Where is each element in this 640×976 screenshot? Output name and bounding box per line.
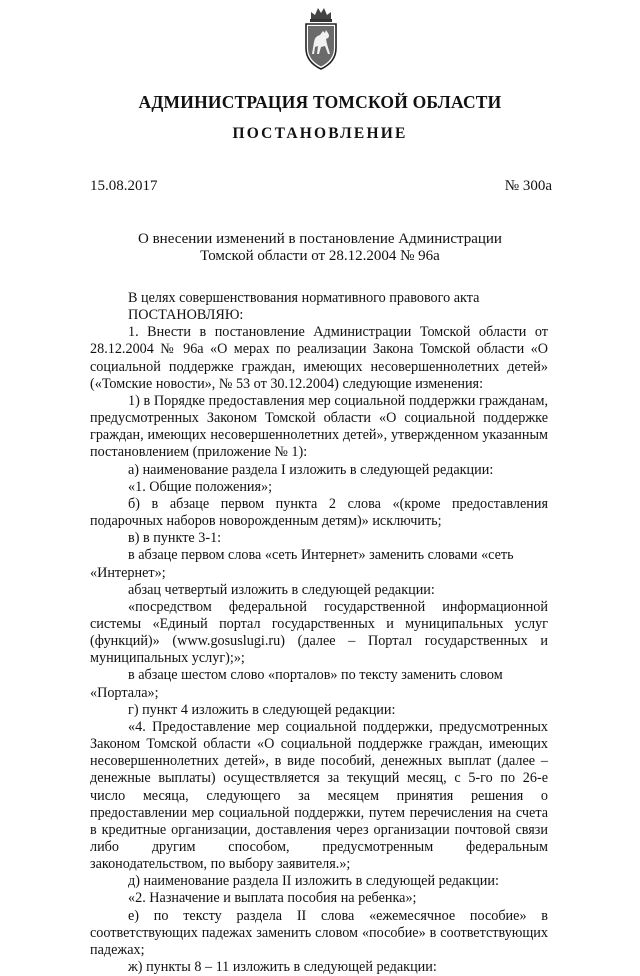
paragraph: «посредством федеральной государственной информационной системы «Единый портал государственных и муниципальных услуг (функций)» (www.gosuslugi.ru) (далее – Портал государственных и муниципальных услуг);»; <box>90 598 548 667</box>
paragraph: ПОСТАНОВЛЯЮ: <box>128 307 244 324</box>
paragraph: «4. Предоставление мер социальной поддержки, предусмотренных Законом Томской области «О социальной поддержке граждан, имеющих несовершеннолетних детей», в виде пособий, денежных выплат (далее – денежные выплаты) осуществляется за текущий месяц, с 5-го по 26-е число месяца, следующего за месяцем принятия решения о предоставлении мер социальной поддержки, путем перечисления на счета в кредитные организации, доставления через организации почтовой связи либо другим способом, предусмотренным федеральным законодательством, по выбору заявителя.»; <box>90 718 548 873</box>
paragraph: в) в пункте 3-1: <box>128 530 222 547</box>
paragraph: б) в абзаце первом пункта 2 слова «(кроме предоставления подарочных наборов новорожденным детям)» исключить; <box>90 495 548 530</box>
document-body <box>90 290 548 976</box>
paragraph: «1. Общие положения»; <box>128 478 273 495</box>
paragraph: «2. Назначение и выплата пособия на ребенка»; <box>128 890 417 907</box>
document-title <box>120 231 520 265</box>
title-line-2: Томской области от 28.12.2004 № 96а <box>200 248 440 264</box>
paragraph: е) по тексту раздела II слова «ежемесячное пособие» в соответствующих падежах заменить словом «пособие» в соответствующих падежах; <box>90 907 548 958</box>
paragraph: д) наименование раздела II изложить в следующей редакции: <box>128 873 499 890</box>
document-number: № 300а <box>504 178 552 194</box>
coat-of-arms-icon <box>302 6 340 72</box>
paragraph: абзац четвертый изложить в следующей редакции: <box>128 581 435 598</box>
organization-name: АДМИНИСТРАЦИЯ ТОМСКОЙ ОБЛАСТИ <box>138 92 502 112</box>
document-type: ПОСТАНОВЛЕНИЕ <box>232 125 408 142</box>
paragraph: ж) пункты 8 – 11 изложить в следующей редакции: <box>128 959 437 976</box>
paragraph: в абзаце шестом слово «порталов» по тексту заменить словом «Портала»; <box>90 667 503 701</box>
document-date: 15.08.2017 <box>90 178 158 194</box>
paragraph: 1) в Порядке предоставления мер социальной поддержки гражданам, предусмотренных Законом Томской области «О социальной поддержке граждан, имеющих несовершеннолетних детей», утвержденном указанным постановлением (приложение № 1): <box>90 392 548 461</box>
paragraph: а) наименование раздела I изложить в следующей редакции: <box>128 461 494 478</box>
paragraph: г) пункт 4 изложить в следующей редакции: <box>128 701 396 718</box>
title-line-1: О внесении изменений в постановление Администрации <box>138 231 502 247</box>
paragraph: в абзаце первом слова «сеть Интернет» заменить словами «сеть «Интернет»; <box>90 547 514 581</box>
paragraph: 1. Внести в постановление Администрации Томской области от 28.12.2004 № 96а «О мерах по реализации Закона Томской области «О социальной поддержке граждан, имеющих несовершеннолетних детей» («Томские новости», № 53 от 30.12.2004) следующие изменения: <box>90 324 548 392</box>
paragraph: В целях совершенствования нормативного правового акта <box>128 290 480 306</box>
